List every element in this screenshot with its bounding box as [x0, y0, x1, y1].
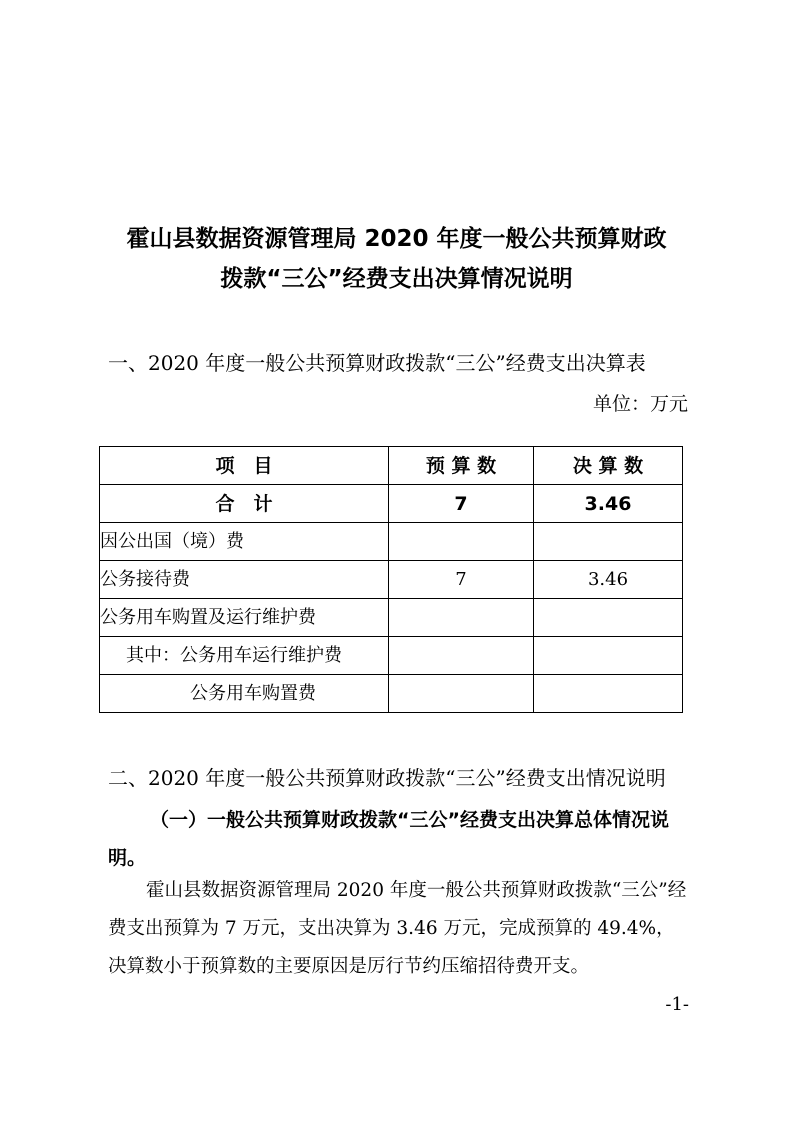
- paragraph-1: 霍山县数据资源管理局 2020 年度一般公共预算财政拨款“三公”经费支出预算为 7 万元，支出决算为 3.46 万元，完成预算的 49.4%，决算数小于预算数的主要原因是厉行节约压缩招待费开支。: [108, 880, 687, 977]
- row-final: [534, 637, 683, 675]
- row-budget: 7: [389, 485, 534, 523]
- row-final: 3.46: [534, 561, 683, 599]
- header-budget: 预 算 数: [389, 447, 534, 485]
- unit-label: 单位：万元: [592, 393, 688, 415]
- section2-heading: 二、2020 年度一般公共预算财政拨款“三公”经费支出情况说明: [108, 766, 666, 790]
- table-row: [100, 599, 683, 637]
- row-final: [534, 599, 683, 637]
- row-budget: 7: [389, 561, 534, 599]
- row-budget: [389, 523, 534, 561]
- row-name: 公务用车购置费: [100, 675, 389, 713]
- document-title-line1: 霍山县数据资源管理局 2020 年度一般公共预算财政: [126, 226, 667, 252]
- row-name: 其中：公务用车运行维护费: [100, 637, 389, 675]
- page-number: -1-: [665, 994, 689, 1015]
- table-row: [100, 675, 683, 713]
- row-name: 公务用车购置及运行维护费: [100, 599, 389, 637]
- table-row-total: [100, 485, 683, 523]
- header-final: 决 算 数: [534, 447, 683, 485]
- row-budget: [389, 599, 534, 637]
- table-row: [100, 637, 683, 675]
- header-item: 项 目: [100, 447, 389, 485]
- row-final: 3.46: [534, 485, 683, 523]
- row-final: [534, 523, 683, 561]
- expenditure-table: [99, 446, 683, 713]
- row-name: 因公出国（境）费: [100, 523, 389, 561]
- table-row: [100, 561, 683, 599]
- row-name: 公务接待费: [100, 561, 389, 599]
- section1-heading: 一、2020 年度一般公共预算财政拨款“三公”经费支出决算表: [108, 351, 646, 375]
- table-row: [100, 523, 683, 561]
- document-title-line2: 拨款“三公”经费支出决算情况说明: [220, 266, 573, 292]
- row-final: [534, 675, 683, 713]
- table-header-row: [100, 447, 683, 485]
- row-name: 合 计: [100, 485, 389, 523]
- row-budget: [389, 637, 534, 675]
- subsection1-heading: （一）一般公共预算财政拨款“三公”经费支出决算总体情况说明。: [108, 809, 669, 869]
- row-budget: [389, 675, 534, 713]
